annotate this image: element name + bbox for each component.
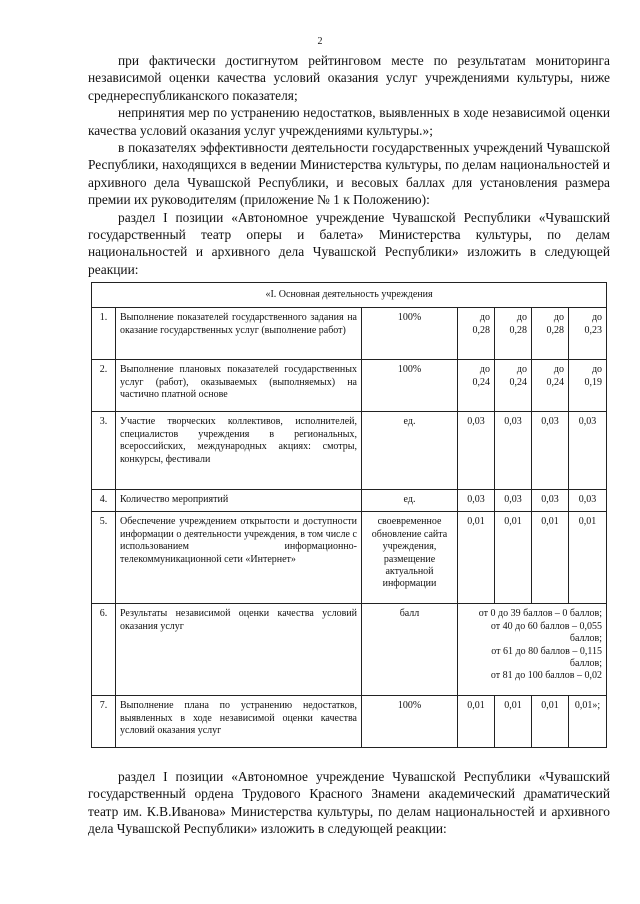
row-value: 0,01 (458, 512, 495, 604)
row-value: 0,03 (569, 412, 607, 490)
row-value: до 0,23 (569, 308, 607, 360)
row-value: до 0,24 (532, 360, 569, 412)
row-description: Выполнение показателей государственного задания на оказание государственных услуг (выполнение работ) (116, 308, 362, 360)
row-number: 4. (92, 490, 116, 512)
table-row (92, 604, 607, 696)
row-value: 0,03 (569, 490, 607, 512)
row-number: 7. (92, 696, 116, 748)
indicators-table-wrap (91, 282, 607, 748)
row-description: Выполнение плановых показателей государственных услуг (работ), оказываемых (выполняемых) на частично платной основе (116, 360, 362, 412)
paragraph: при фактически достигнутом рейтинговом месте по результатам мониторинга независимой оценки качества условий оказания услуг учреждениями культуры, ниже среднереспубликанского показателя; (88, 53, 610, 103)
row-value: 0,01»; (569, 696, 607, 748)
row-value: до 0,28 (458, 308, 495, 360)
row-value: до 0,24 (495, 360, 532, 412)
row-value: до 0,24 (458, 360, 495, 412)
row-unit: 100% (362, 360, 458, 412)
page-number: 2 (317, 36, 323, 47)
row-number: 5. (92, 512, 116, 604)
row-unit: 100% (362, 308, 458, 360)
table-row (92, 512, 607, 604)
row-number: 3. (92, 412, 116, 490)
score-scale-line: от 81 до 100 баллов – 0,02 (490, 670, 603, 682)
indicators-table (91, 282, 607, 748)
score-scale (458, 604, 607, 696)
row-value: 0,01 (569, 512, 607, 604)
row-description: Результаты независимой оценки качества условий оказания услуг (116, 604, 362, 696)
row-unit: 100% (362, 696, 458, 748)
score-scale-line: от 0 до 39 баллов – 0 баллов; (478, 608, 603, 620)
table-section-title: «I. Основная деятельность учреждения (92, 283, 607, 308)
row-description: Количество мероприятий (116, 490, 362, 512)
row-value: до 0,28 (532, 308, 569, 360)
row-value: 0,01 (495, 512, 532, 604)
row-value: 0,01 (532, 696, 569, 748)
table-row (92, 412, 607, 490)
row-value: до 0,28 (495, 308, 532, 360)
paragraph: раздел I позиции «Автономное учреждение Чувашской Республики «Чувашский государственный ордена Трудового Красного Знамени академический драматический театр им. К.В.Иванова» Министерства культуры, по делам национальностей и архивного дела Чувашской Республики» изложить в следующей реакции: (88, 769, 610, 837)
row-unit: ед. (362, 412, 458, 490)
table-header-row (92, 283, 607, 308)
row-value: 0,03 (495, 490, 532, 512)
row-value: 0,03 (458, 412, 495, 490)
closing-text (88, 768, 610, 838)
row-value: 0,01 (495, 696, 532, 748)
row-number: 1. (92, 308, 116, 360)
paragraph: в показателях эффективности деятельности государственных учреждений Чувашской Республики, находящихся в ведении Министерства культуры, по делам национальностей и архивного дела Чувашской Республики, и весовых баллах для установления размера премии их руководителям (приложение № 1 к Положению): (88, 140, 610, 208)
row-value: 0,03 (458, 490, 495, 512)
score-scale-line: от 61 до 80 баллов – 0,115 баллов; (491, 645, 603, 670)
row-value: до 0,19 (569, 360, 607, 412)
row-value: 0,03 (532, 490, 569, 512)
row-number: 2. (92, 360, 116, 412)
table-row (92, 696, 607, 748)
paragraph: раздел I позиции «Автономное учреждение Чувашской Республики «Чувашский государственный театр оперы и балета» Министерства культуры, по делам национальностей и архивного дела Чувашской Республики» изложить в следующей реакции: (88, 209, 610, 277)
row-value: 0,01 (532, 512, 569, 604)
table-row (92, 360, 607, 412)
row-value: 0,01 (458, 696, 495, 748)
paragraph: непринятия мер по устранению недостатков, выявленных в ходе независимой оценки качества условий оказания услуг учреждениями культуры.»; (88, 105, 610, 138)
body-text (88, 52, 610, 278)
score-scale-line: от 40 до 60 баллов – 0,055 баллов; (490, 620, 603, 645)
table-row (92, 308, 607, 360)
row-description: Участие творческих коллективов, исполнителей, специалистов учреждения в региональных, всероссийских, международных акциях: смотры, конкурсы, фестивали (116, 412, 362, 490)
row-description: Обеспечение учреждением открытости и доступности информации о деятельности учреждения, в том числе с использованием информационно-телекоммуникационной сети «Интернет» (116, 512, 362, 604)
row-value: 0,03 (495, 412, 532, 490)
row-description: Выполнение плана по устранению недостатков, выявленных в ходе независимой оценки качества условий оказания услуг (116, 696, 362, 748)
row-number: 6. (92, 604, 116, 696)
row-unit: своевременное обновление сайта учреждения, размещение актуальной информации (362, 512, 458, 604)
row-value: 0,03 (532, 412, 569, 490)
row-unit: ед. (362, 490, 458, 512)
table-row (92, 490, 607, 512)
row-unit: балл (362, 604, 458, 696)
